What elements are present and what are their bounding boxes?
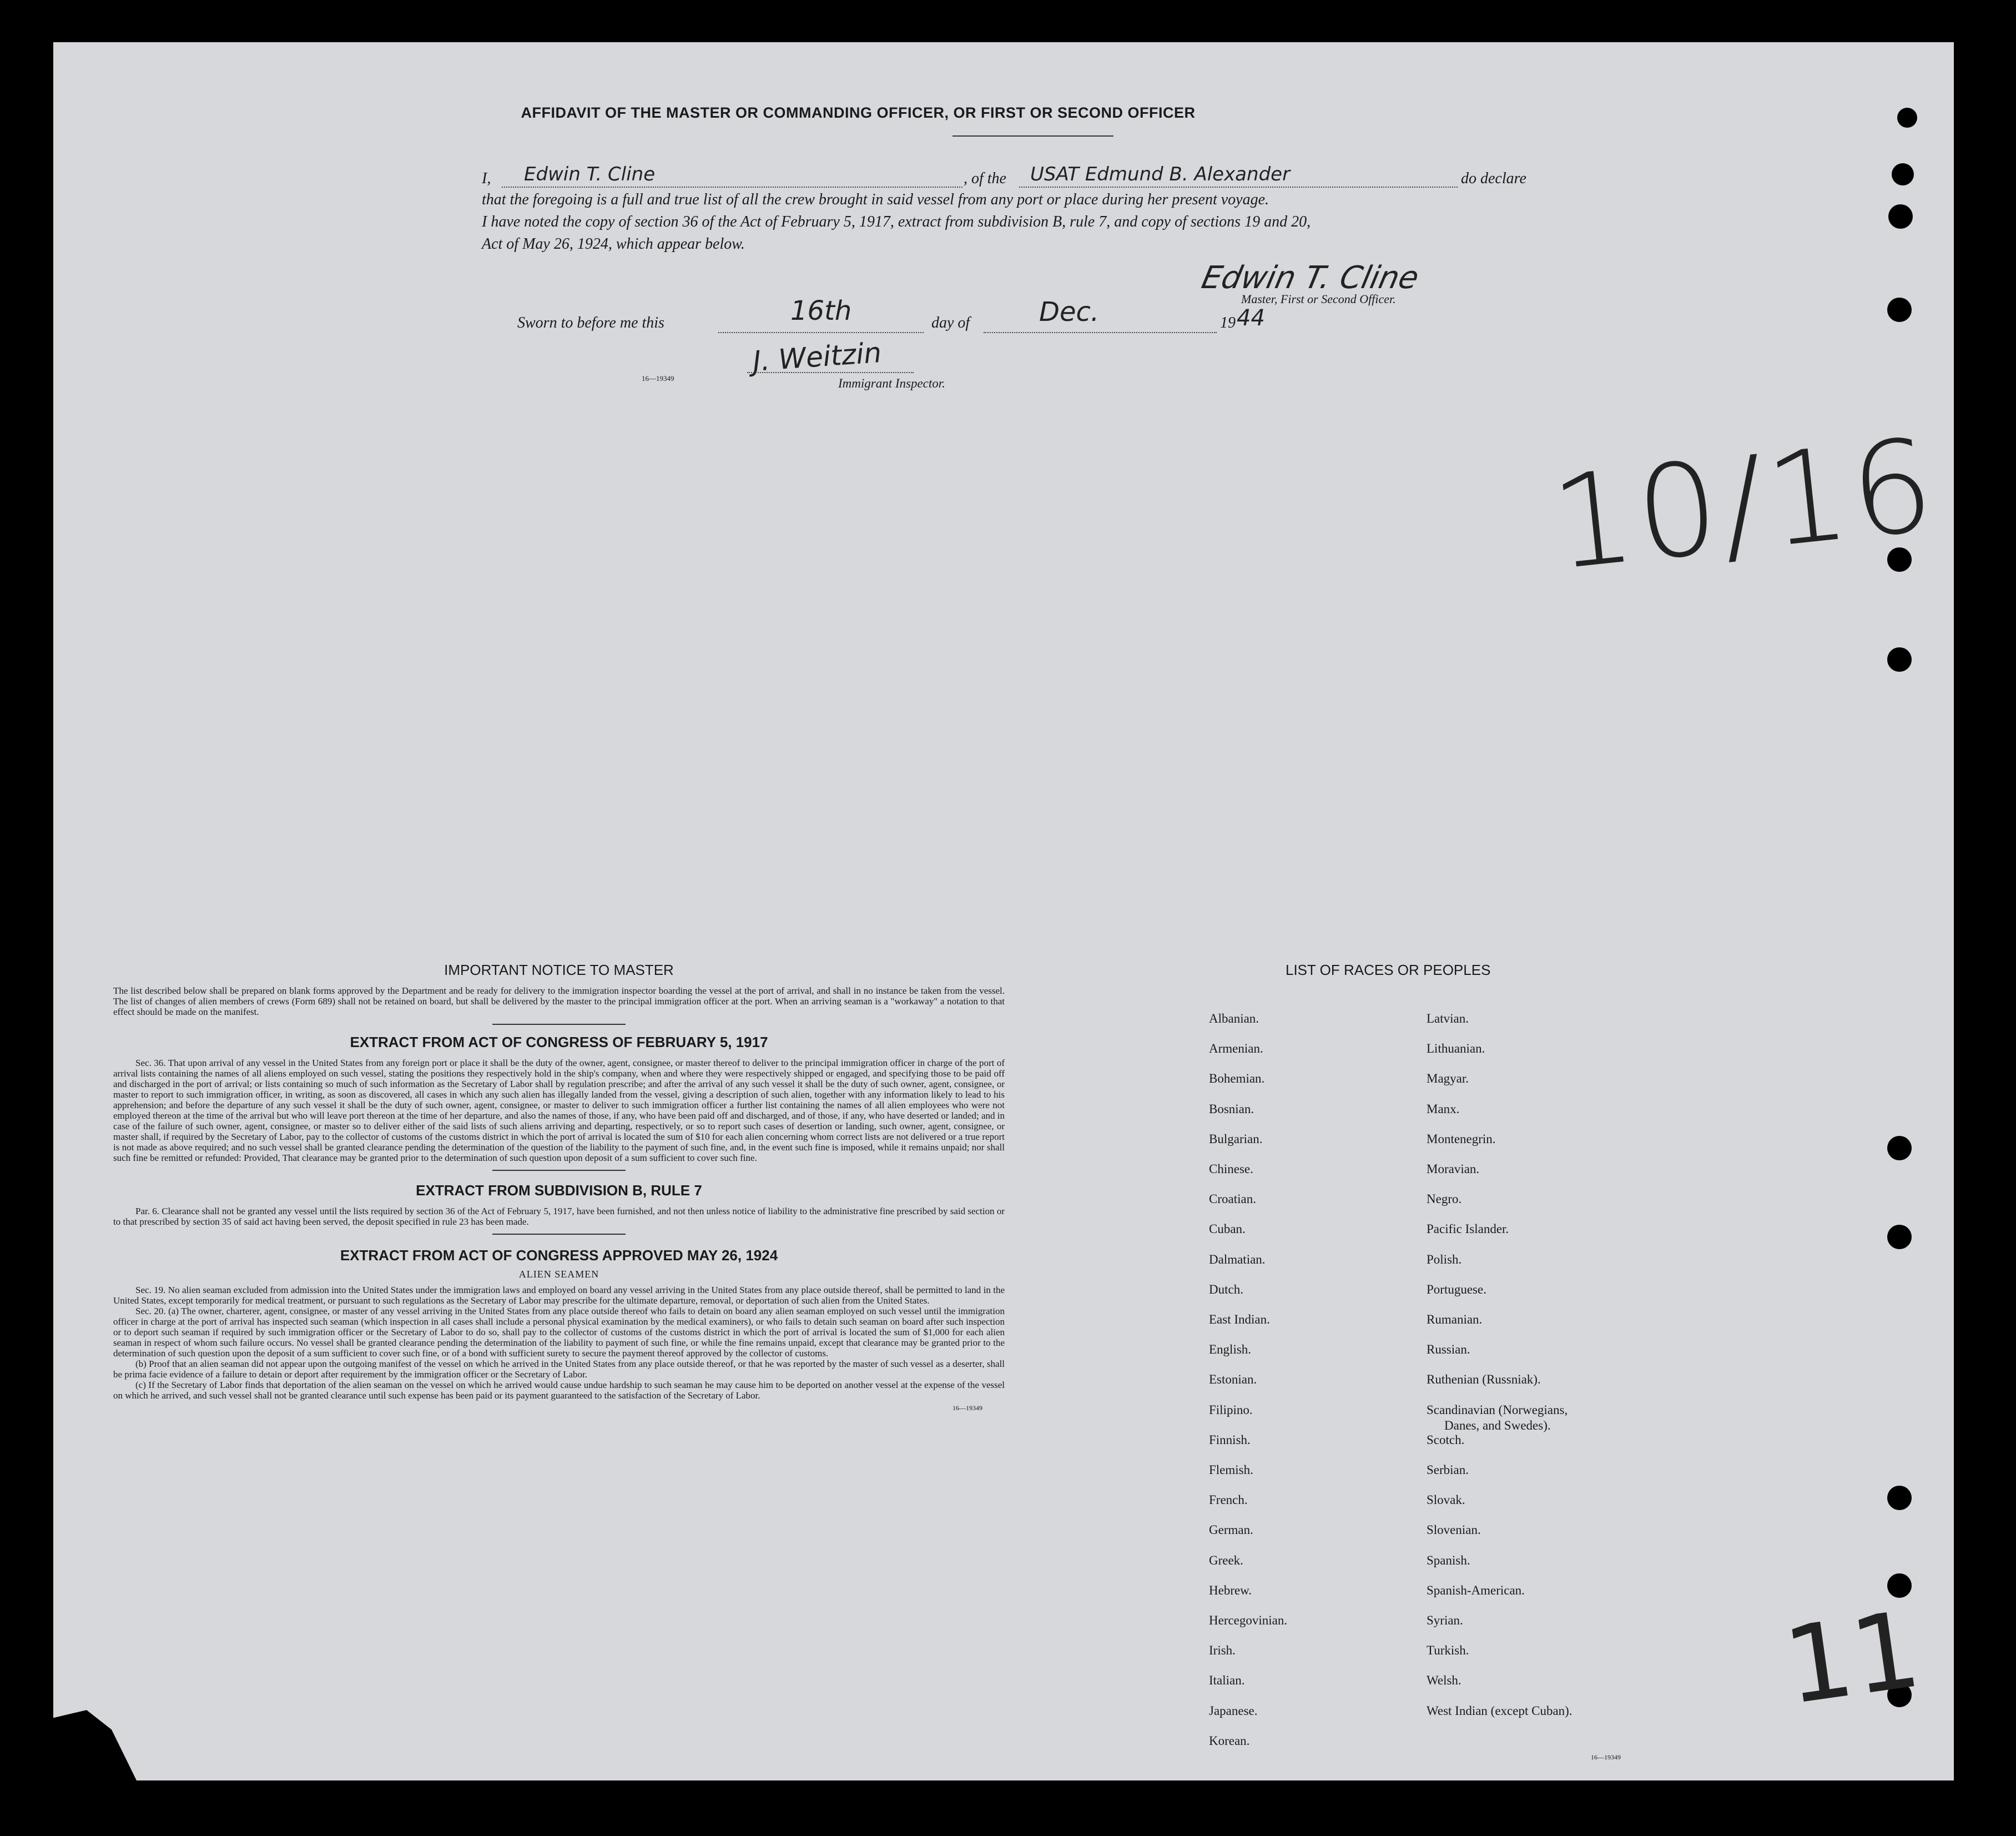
- date-mark-handwritten: 10/16: [1545, 411, 1943, 599]
- races-form-number: 16—19349: [1591, 1753, 1621, 1761]
- month-handwritten: Dec.: [1039, 296, 1100, 328]
- month-field: [984, 296, 1217, 333]
- year-handwritten: 44: [1237, 305, 1265, 331]
- race-item: West Indian (except Cuban).: [1427, 1704, 1573, 1718]
- race-item: Pacific Islander.: [1427, 1222, 1509, 1236]
- race-item: Korean.: [1209, 1734, 1250, 1748]
- master-label: Master, First or Second Officer.: [1241, 292, 1396, 306]
- race-item: Dalmatian.: [1209, 1252, 1266, 1266]
- race-item: French.: [1209, 1493, 1248, 1507]
- race-item: Hercegovinian.: [1209, 1613, 1288, 1627]
- race-item: Portuguese.: [1427, 1282, 1486, 1296]
- name-handwritten: Edwin T. Cline: [524, 163, 656, 185]
- race-item: Scandinavian (Norwegians,: [1427, 1403, 1568, 1417]
- race-item: Welsh.: [1427, 1673, 1461, 1687]
- race-item: German.: [1209, 1523, 1253, 1537]
- race-item: Negro.: [1427, 1192, 1462, 1206]
- race-item: Montenegrin.: [1427, 1132, 1496, 1146]
- rule7-rule: [492, 1234, 626, 1235]
- race-item: East Indian.: [1209, 1312, 1270, 1326]
- notice-title: IMPORTANT NOTICE TO MASTER: [444, 962, 674, 978]
- affidavit-title: AFFIDAVIT OF THE MASTER OR COMMANDING OFFICER, OR FIRST OR SECOND OFFICER: [521, 104, 1196, 121]
- inspector-field: [747, 371, 914, 373]
- binder-hole: [1887, 647, 1912, 672]
- race-item: Hebrew.: [1209, 1583, 1252, 1597]
- race-item: Spanish-American.: [1427, 1583, 1525, 1597]
- affidavit-line3: I have noted the copy of section 36 of the Act of February 5, 1917, extract from subdivision B, rule 7, and copy of sections 19 and 20,: [482, 213, 1311, 230]
- race-item: Flemish.: [1209, 1463, 1253, 1477]
- extract-1917-rule: [492, 1170, 626, 1171]
- race-item: Croatian.: [1209, 1192, 1256, 1206]
- race-item: Turkish.: [1427, 1643, 1469, 1657]
- vessel-handwritten: USAT Edmund B. Alexander: [1030, 163, 1291, 185]
- sec20c-body: (c) If the Secretary of Labor finds that deportation of the alien seaman on the vessel on which he arrived would cause undue hardship to such seaman he may cause him to be deported on another vessel at the expense of the vessel on which he arrived, and such vessel shall not be granted clearance until such expense has been paid or its payment guaranteed to the satisfaction of the Secretary of Labor.: [113, 1380, 1005, 1401]
- race-item: Slovenian.: [1427, 1523, 1481, 1537]
- title-rule: [952, 135, 1113, 137]
- race-item: English.: [1209, 1342, 1252, 1356]
- races-title: LIST OF RACES OR PEOPLES: [1286, 962, 1491, 978]
- master-signature: Edwin T. Cline: [1198, 260, 1422, 296]
- do-declare-label: do declare: [1461, 170, 1526, 187]
- race-item: Italian.: [1209, 1673, 1245, 1687]
- document-page: [53, 42, 1954, 1780]
- sworn-label: Sworn to before me this: [517, 314, 664, 331]
- rule7-title: EXTRACT FROM SUBDIVISION B, RULE 7: [416, 1182, 702, 1199]
- sec20b-body: (b) Proof that an alien seaman did not appear upon the outgoing manifest of the vessel on which he arrived in the United States from any place outside thereof, or that he was reported by the master of such vessel as a deserter, shall be prima facie evidence of a failure to detain or deport after requirement by the immigration officer or the Secretary of Labor.: [113, 1359, 1005, 1380]
- binder-hole: [1897, 108, 1917, 128]
- race-item: Ruthenian (Russniak).: [1427, 1372, 1541, 1386]
- race-item: Albanian.: [1209, 1012, 1259, 1025]
- notice-rule: [492, 1024, 626, 1025]
- extract-1917-title: EXTRACT FROM ACT OF CONGRESS OF FEBRUARY 5, 1917: [350, 1034, 768, 1050]
- race-item: Greek.: [1209, 1553, 1243, 1567]
- race-item: Slovak.: [1427, 1493, 1465, 1507]
- race-item: Bohemian.: [1209, 1072, 1265, 1085]
- race-item: Russian.: [1427, 1342, 1470, 1356]
- race-item: Serbian.: [1427, 1463, 1469, 1477]
- race-item: Dutch.: [1209, 1282, 1243, 1296]
- race-item: Filipino.: [1209, 1403, 1253, 1417]
- affidavit-line4: Act of May 26, 1924, which appear below.: [482, 235, 745, 253]
- vessel-field: [1019, 165, 1458, 188]
- rule7-body: Par. 6. Clearance shall not be granted any vessel until the lists required by section 36 of the Act of February 5, 1917, have been furnished, and not then unless notice of liability to the administrative fine prescribed by said section or to that prescribed by section 35 of said act having been served, the deposit specified in rule 23 has been made.: [113, 1206, 1005, 1227]
- i-label: I,: [482, 170, 491, 187]
- binder-hole: [1887, 1225, 1912, 1249]
- sec20a-body: Sec. 20. (a) The owner, charterer, agent, consignee, or master of any vessel arriving in the United States from any place outside thereof who fails to detain on board any alien seaman employed on such vessel until the immigration officer in charge at the port of arrival has inspected such seaman (which inspection in all cases shall include a personal physical examination by the medical examiners), or who fails to detain such seaman on board after such inspection or to deport such seaman if required by such immigration officer or the Secretary of Labor to do so, shall pay to the collector of customs of the customs district in which the port of arrival is located the sum of $1,000 for each alien seaman in respect of whom such failure occurs. No vessel shall be granted clearance pending the determination of the liability to payment of such fine, or while the fine remains unpaid, except that clearance may be granted prior to the determination of such question upon the deposit of a sum sufficient to cover such fine, or of a bond with sufficient surety to secure the payment thereof approved by the collector of customs.: [113, 1306, 1005, 1359]
- extract-1924-title: EXTRACT FROM ACT OF CONGRESS APPROVED MAY 26, 1924: [340, 1247, 778, 1264]
- affidavit-line1: [482, 165, 1592, 191]
- torn-corner: [53, 1702, 137, 1780]
- notice-body: The list described below shall be prepared on blank forms approved by the Department and be ready for delivery to the immigration inspector boarding the vessel at the port of arrival, and shall in no instance be taken from the vessel. The list of changes of alien members of crews (Form 689) shall not be retained on board, but shall be delivered by the master to the principal immigration officer at the port. When an arriving seaman is a "workaway" a notation to that effect should be made on the manifest.: [113, 985, 1005, 1017]
- race-item: Spanish.: [1427, 1553, 1470, 1567]
- race-item: Rumanian.: [1427, 1312, 1483, 1326]
- race-item: Moravian.: [1427, 1162, 1480, 1176]
- inspector-label: Immigrant Inspector.: [838, 376, 945, 390]
- race-item: Irish.: [1209, 1643, 1236, 1657]
- race-item: Scotch.: [1427, 1433, 1465, 1447]
- year-prefix: 19: [1220, 314, 1236, 331]
- binder-hole: [1887, 1136, 1912, 1160]
- race-item: Manx.: [1427, 1102, 1460, 1116]
- extract-1917-body: Sec. 36. That upon arrival of any vessel in the United States from any foreign port or place it shall be the duty of the owner, agent, consignee, or master thereof to deliver to the principal immigration officer in charge of the port of arrival lists containing the names of all aliens employed on such vessel, stating the positions they respectively hold in the ship's company, when and where they were respectively shipped or engaged, and specifying those to be paid off and discharged in the port of arrival; or lists containing so much of such information as the Secretary of Labor shall by regulation prescribe; and after the arrival of any such vessel it shall be the duty of such owner, agent, consignee, or master to report to such immigration officer, in writing, as soon as discovered, all cases in which any such alien has illegally landed from the vessel, giving a description of such alien, together with any information likely to lead to his apprehension; and before the departure of any such vessel it shall be the duty of such owner, agent, consignee, or master to deliver to such immigration officer a further list containing the names of all alien employees who were not employed thereon at the time of the arrival but who will leave port thereon at the time of her departure, and also the names of those, if any, who have been paid off and discharged, and of those, if any, who have deserted or landed; and in case of the failure of such owner, agent, consignee, or master so to deliver either of the said lists of such aliens arriving and departing, respectively, or so to report such cases of desertion or landing, such owner, agent, consignee, or master shall, if required by the Secretary of Labor, pay to the collector of customs of the customs district in which the port of arrival is located the sum of $10 for each alien concerning whom correct lists are not delivered or a true report is not made as above required; and no such vessel shall be granted clearance pending the determination of the question of the liability to the payment of such fine, and, in the event such fine is imposed, while it remains unpaid; nor shall such fine be remitted or refunded: Provided, That clearance may be granted prior to the determination of such question upon deposit of a sum sufficient to cover such fine.: [113, 1058, 1005, 1163]
- form-number: 16—19349: [642, 374, 674, 383]
- binder-hole: [1892, 163, 1914, 185]
- page-mark-handwritten: 11: [1777, 1588, 1927, 1728]
- binder-hole: [1887, 298, 1912, 322]
- race-item: Polish.: [1427, 1252, 1462, 1266]
- race-item: Finnish.: [1209, 1433, 1251, 1447]
- race-item: Armenian.: [1209, 1042, 1263, 1055]
- extract-1924-subtitle: ALIEN SEAMEN: [518, 1269, 599, 1280]
- day-field: [718, 295, 924, 333]
- extract-form-number: 16—19349: [952, 1404, 982, 1412]
- race-item: Cuban.: [1209, 1222, 1246, 1236]
- race-item: Bulgarian.: [1209, 1132, 1263, 1146]
- of-the-label: , of the: [964, 170, 1006, 187]
- day-of-label: day of: [931, 314, 970, 331]
- race-item: Estonian.: [1209, 1372, 1257, 1386]
- race-item: Japanese.: [1209, 1704, 1258, 1718]
- name-field: [502, 165, 962, 188]
- binder-hole: [1888, 204, 1913, 229]
- race-item: Syrian.: [1427, 1613, 1463, 1627]
- race-item: Latvian.: [1427, 1012, 1469, 1025]
- race-item: Lithuanian.: [1427, 1042, 1485, 1055]
- race-item: Magyar.: [1427, 1072, 1469, 1085]
- day-handwritten: 16th: [790, 295, 852, 326]
- notice-section: [113, 962, 1005, 1412]
- affidavit-line2: that the foregoing is a full and true list of all the crew brought in said vessel from any port or place during her present voyage.: [482, 191, 1269, 208]
- binder-hole: [1887, 1486, 1912, 1510]
- race-item: Danes, and Swedes).: [1444, 1419, 1551, 1432]
- inspector-signature: J. Weitzin: [752, 336, 883, 378]
- sec19-body: Sec. 19. No alien seaman excluded from admission into the United States under the immigration laws and employed on board any vessel arriving in the United States from any place outside thereof, shall be permitted to land in the United States, except temporarily for medical treatment, or pursuant to such regulations as the Secretary of Labor may prescribe for the ultimate departure, removal, or deportation of such alien from the United States.: [113, 1285, 1005, 1306]
- race-item: Bosnian.: [1209, 1102, 1254, 1116]
- race-item: Chinese.: [1209, 1162, 1253, 1176]
